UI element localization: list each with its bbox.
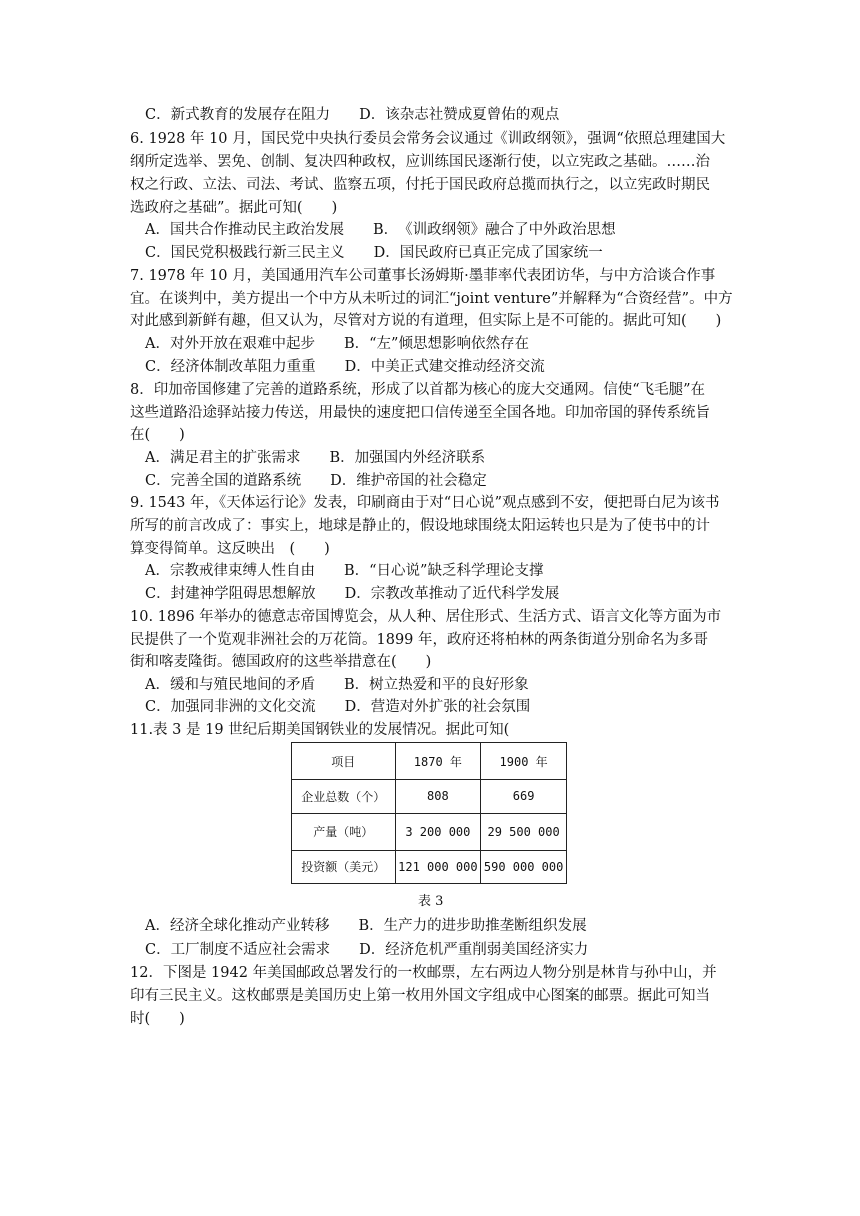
q10-stem-line-1: 10. 1896 年举办的德意志帝国博览会，从人种、居住形式、生活方式、语言文化等方面为市 xyxy=(130,609,722,625)
table-header-cell: 1900 年 xyxy=(481,743,567,780)
table-cell: 669 xyxy=(481,780,567,814)
q7-stem-line-1: 7. 1978 年 10 月，美国通用汽车公司董事长汤姆斯·墨菲率代表团访华，与中方洽谈合作事 xyxy=(130,268,716,284)
table-cell: 企业总数（个） xyxy=(292,780,396,814)
table-cell: 121 000 000 xyxy=(395,850,481,884)
q8-options-ab: A．满足君主的扩张需求 B．加强国内外经济联系 xyxy=(145,450,486,466)
q8-stem-line-3: 在( ) xyxy=(130,427,185,443)
q6-options-cd: C．国民党积极践行新三民主义 D．国民政府已真正完成了国家统一 xyxy=(145,245,603,261)
q6-options-ab: A．国共合作推动民主政治发展 B． 《训政纲领》融合了中外政治思想 xyxy=(145,222,616,238)
table-cell: 3 200 000 xyxy=(395,813,481,850)
q12-stem-line-1: 12．下图是 1942 年美国邮政总署发行的一枚邮票，左右两边人物分别是林肯与孙中山，并 xyxy=(130,965,717,981)
table-cell: 808 xyxy=(395,780,481,814)
q10-stem-line-2: 民提供了一个览观非洲社会的万花筒。1899 年，政府还将柏林的两条街道分别命名为多哥 xyxy=(130,632,709,648)
table-header-cell: 项目 xyxy=(292,743,396,780)
q8-stem-line-1: 8．印加帝国修建了完善的道路系统，形成了以首都为核心的庞大交通网。信使“飞毛腿”在 xyxy=(130,382,706,398)
q7-stem-line-3: 对此感到新鲜有趣，但又认为，尽管对方说的有道理，但实际上是不可能的。据此可知( ) xyxy=(130,313,722,329)
q6-stem-line-2: 纲所定选举、罢免、创制、复决四种政权，应训练国民逐渐行使，以立宪政之基础。……治 xyxy=(130,154,710,170)
q7-stem-line-2: 宜。在谈判中，美方提出一个中方从未听过的词汇“joint venture”并解释为“合资经营”。中方 xyxy=(130,291,733,307)
q10-stem-line-3: 街和喀麦隆街。德国政府的这些举措意在( ) xyxy=(130,654,432,670)
table-row xyxy=(292,780,567,814)
table-caption: 表 3 xyxy=(418,894,444,909)
table-cell: 29 500 000 xyxy=(481,813,567,850)
table-cell: 590 000 000 xyxy=(481,850,567,884)
q11-options-cd: C．工厂制度不适应社会需求 D．经济危机严重削弱美国经济实力 xyxy=(145,942,589,958)
q10-options-cd: C．加强同非洲的文化交流 D．营造对外扩张的社会氛围 xyxy=(145,699,531,715)
q9-options-ab: A．宗教戒律束缚人性自由 B．“日心说”缺乏科学理论支撑 xyxy=(145,563,544,579)
q8-options-cd: C．完善全国的道路系统 D．维护帝国的社会稳定 xyxy=(145,473,487,489)
q6-stem-line-3: 权之行政、立法、司法、考试、监察五项，付托于国民政府总揽而执行之，以立宪政时期民 xyxy=(130,177,710,193)
q7-options-ab: A．对外开放在艰难中起步 B．“左”倾思想影响依然存在 xyxy=(145,336,529,352)
q9-stem-line-1: 9. 1543 年，《天体运行论》发表，印刷商由于对“日心说”观点感到不安，便把哥白尼为该书 xyxy=(130,495,720,511)
table-row xyxy=(292,813,567,850)
table-row xyxy=(292,850,567,884)
q11-stem-line-1: 11.表 3 是 19 世纪后期美国钢铁业的发展情况。据此可知( xyxy=(130,722,510,738)
table-cell: 产量（吨） xyxy=(292,813,396,850)
q6-stem-line-4: 选政府之基础”。据此可知( ) xyxy=(130,200,338,216)
q7-options-cd: C．经济体制改革阻力重重 D．中美正式建交推动经济交流 xyxy=(145,359,545,375)
table-header-row xyxy=(292,743,567,780)
q12-stem-line-3: 时( ) xyxy=(130,1011,185,1027)
steel-industry-table xyxy=(291,742,567,884)
q9-stem-line-2: 所写的前言改成了：事实上，地球是静止的，假设地球围绕太阳运转也只是为了使书中的计 xyxy=(130,518,710,534)
q8-stem-line-2: 这些道路沿途驿站接力传送，用最快的速度把口信传递至全国各地。印加帝国的驿传系统旨 xyxy=(130,405,710,421)
table-header-cell: 1870 年 xyxy=(395,743,481,780)
table-cell: 投资额（美元） xyxy=(292,850,396,884)
q9-options-cd: C．封建神学阻碍思想解放 D．宗教改革推动了近代科学发展 xyxy=(145,586,560,602)
q12-stem-line-2: 印有三民主义。这枚邮票是美国历史上第一枚用外国文字组成中心图案的邮票。据此可知当 xyxy=(130,988,710,1004)
q5-options-cd: C．新式教育的发展存在阻力 D．该杂志社赞成夏曾佑的观点 xyxy=(145,107,560,123)
q9-stem-line-3: 算变得简单。这反映出 ( ) xyxy=(130,541,330,557)
q11-options-ab: A．经济全球化推动产业转移 B．生产力的进步助推垄断组织发展 xyxy=(145,918,587,934)
q6-stem-line-1: 6. 1928 年 10 月，国民党中央执行委员会常务会议通过《训政纲领》，强调“依照总理建国大 xyxy=(130,131,726,147)
q10-options-ab: A．缓和与殖民地间的矛盾 B．树立热爱和平的良好形象 xyxy=(145,677,529,693)
